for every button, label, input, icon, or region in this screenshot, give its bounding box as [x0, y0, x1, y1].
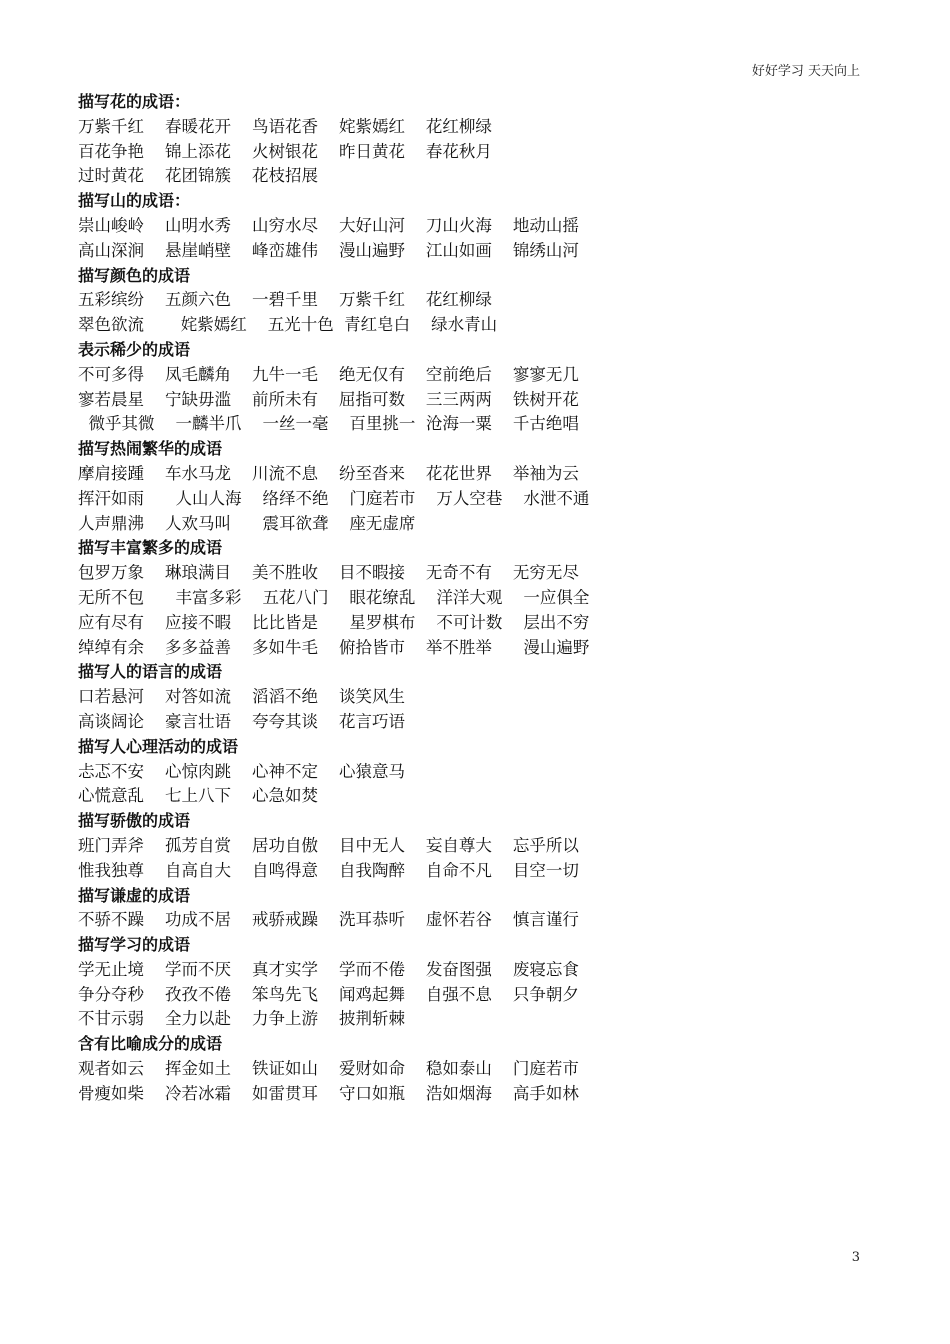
idiom-line: 高山深涧 悬崖峭壁 峰峦雄伟 漫山遍野 江山如画 锦绣山河	[78, 240, 579, 260]
idiom-line: 口若悬河 对答如流 滔滔不绝 谈笑风生	[78, 687, 405, 707]
section-flowers	[78, 90, 878, 189]
idiom-line: 无所不包 丰富多彩 五花八门 眼花缭乱 洋洋大观 一应俱全	[78, 587, 590, 607]
idiom-line: 惟我独尊 自高自大 自鸣得意 自我陶醉 自命不凡 目空一切	[78, 860, 579, 880]
idiom-line: 不可多得 凤毛麟角 九牛一毛 绝无仅有 空前绝后 寥寥无几	[78, 364, 579, 384]
section-mountains	[78, 189, 878, 263]
idiom-line: 过时黄花 花团锦簇 花枝招展	[78, 166, 318, 186]
section-modesty	[78, 884, 878, 934]
section-title: 描写人心理活动的成语	[78, 736, 239, 756]
idiom-line: 百花争艳 锦上添花 火树银花 昨日黄花 春花秋月	[78, 141, 492, 161]
section-metaphor	[78, 1032, 878, 1106]
idiom-line: 高谈阔论 豪言壮语 夸夸其谈 花言巧语	[78, 711, 405, 731]
section-title: 表示稀少的成语	[78, 339, 191, 359]
section-title: 描写谦虚的成语	[78, 885, 191, 905]
idiom-line: 挥汗如雨 人山人海 络绎不绝 门庭若市 万人空巷 水泄不通	[78, 488, 590, 508]
section-study	[78, 933, 878, 1032]
idiom-line: 崇山峻岭 山明水秀 山穷水尽 大好山河 刀山火海 地动山摇	[78, 215, 579, 235]
idiom-line: 摩肩接踵 车水马龙 川流不息 纷至沓来 花花世界 举袖为云	[78, 463, 579, 483]
document-body	[78, 90, 878, 1107]
page-number: 3	[851, 1250, 860, 1265]
page-header: 好好学习 天天向上	[751, 64, 860, 79]
section-title: 描写山的成语：	[78, 191, 191, 211]
section-psychology	[78, 735, 878, 809]
idiom-line: 争分夺秒 孜孜不倦 笨鸟先飞 闻鸡起舞 自强不息 只争朝夕	[78, 984, 579, 1004]
section-title: 描写人的语言的成语	[78, 662, 223, 682]
idiom-line: 应有尽有 应接不暇 比比皆是 星罗棋布 不可计数 层出不穷	[78, 612, 590, 632]
idiom-line: 不甘示弱 全力以赴 力争上游 披荆斩棘	[78, 1009, 405, 1029]
idiom-line: 寥若晨星 宁缺毋滥 前所未有 屈指可数 三三两两 铁树开花	[78, 389, 579, 409]
section-abundant	[78, 536, 878, 660]
section-rare	[78, 338, 878, 437]
idiom-line: 观者如云 挥金如土 铁证如山 爱财如命 稳如泰山 门庭若市	[78, 1059, 579, 1079]
idiom-line: 忐忑不安 心惊肉跳 心神不定 心猿意马	[78, 761, 405, 781]
section-title: 描写骄傲的成语	[78, 811, 191, 831]
idiom-line: 不骄不躁 功成不居 戒骄戒躁 洗耳恭听 虚怀若谷 慎言谨行	[78, 910, 579, 930]
idiom-line: 骨瘦如柴 冷若冰霜 如雷贯耳 守口如瓶 浩如烟海 高手如林	[78, 1083, 579, 1103]
section-title: 含有比喻成分的成语	[78, 1034, 223, 1054]
idiom-line: 包罗万象 琳琅满目 美不胜收 目不暇接 无奇不有 无穷无尽	[78, 563, 579, 583]
idiom-line: 学无止境 学而不厌 真才实学 学而不倦 发奋图强 废寝忘食	[78, 959, 579, 979]
section-title: 描写学习的成语	[78, 935, 191, 955]
section-speech	[78, 660, 878, 734]
section-arrogance	[78, 809, 878, 883]
section-title: 描写颜色的成语	[78, 265, 191, 285]
idiom-line: 班门弄斧 孤芳自赏 居功自傲 目中无人 妄自尊大 忘乎所以	[78, 835, 579, 855]
section-bustling	[78, 437, 878, 536]
idiom-line: 微乎其微 一麟半爪 一丝一毫 百里挑一 沧海一粟 千古绝唱	[78, 414, 579, 434]
section-title: 描写热闹繁华的成语	[78, 439, 223, 459]
idiom-line: 五彩缤纷 五颜六色 一碧千里 万紫千红 花红柳绿	[78, 290, 492, 310]
idiom-line: 人声鼎沸 人欢马叫 震耳欲聋 座无虚席	[78, 513, 416, 533]
idiom-line: 翠色欲流 姹紫嫣红 五光十色 青红皂白 绿水青山	[78, 315, 498, 335]
idiom-line: 绰绰有余 多多益善 多如牛毛 俯拾皆市 举不胜举 漫山遍野	[78, 637, 590, 657]
section-title: 描写花的成语：	[78, 92, 191, 111]
idiom-line: 万紫千红 春暖花开 鸟语花香 姹紫嫣红 花红柳绿	[78, 116, 492, 136]
section-colors	[78, 264, 878, 338]
idiom-line: 心慌意乱 七上八下 心急如焚	[78, 786, 318, 806]
section-title: 描写丰富繁多的成语	[78, 538, 223, 558]
